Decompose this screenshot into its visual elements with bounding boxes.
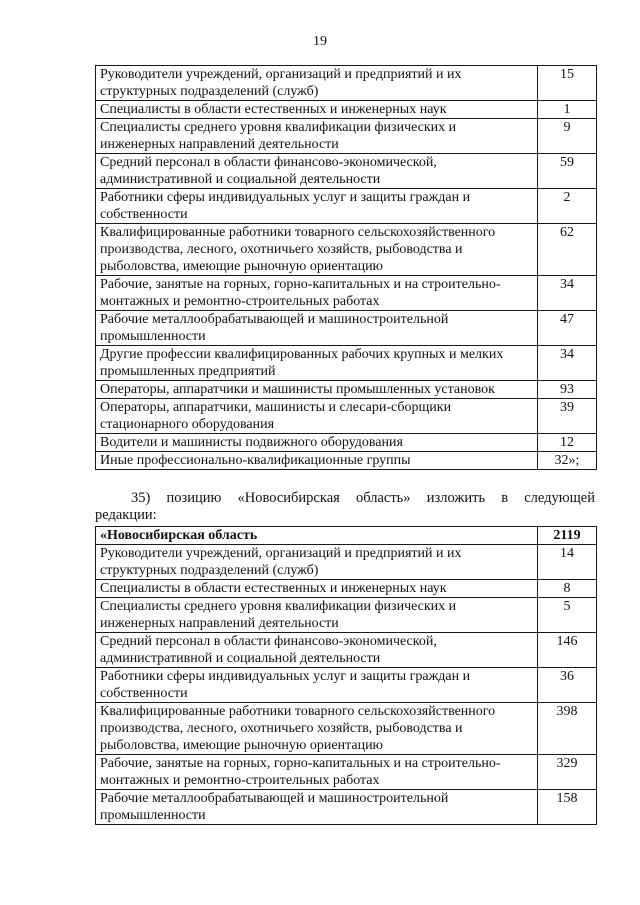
row-label: Операторы, аппаратчики и машинисты промышленных установок xyxy=(96,381,538,399)
table-row xyxy=(96,580,597,598)
row-value: 12 xyxy=(538,434,597,452)
table-row xyxy=(96,598,597,633)
paragraph-line-1 xyxy=(95,490,595,507)
occupation-table-1 xyxy=(95,65,597,470)
row-value: 62 xyxy=(538,224,597,276)
region-title: «Новосибирская область xyxy=(96,527,538,545)
row-label: Руководители учреждений, организаций и предприятий и их структурных подразделений (служб) xyxy=(96,545,538,580)
row-label: Специалисты в области естественных и инженерных наук xyxy=(96,101,538,119)
row-label: Квалифицированные работники товарного сельскохозяйственного производства, лесного, охотничьего хозяйств, рыбоводства и рыболовства, имеющие рыночную ориентацию xyxy=(96,703,538,755)
row-label: Средний персонал в области финансово-экономической, административной и социальной деятельности xyxy=(96,154,538,189)
table-row xyxy=(96,790,597,825)
row-value: 2 xyxy=(538,189,597,224)
row-value: 47 xyxy=(538,311,597,346)
row-value: 8 xyxy=(538,580,597,598)
table-1-body xyxy=(96,66,597,470)
row-label: Рабочие, занятые на горных, горно-капитальных и на строительно-монтажных и ремонтно-строительных работах xyxy=(96,755,538,790)
row-value: 9 xyxy=(538,119,597,154)
row-label: Работники сферы индивидуальных услуг и защиты граждан и собственности xyxy=(96,189,538,224)
table-row xyxy=(96,633,597,668)
row-label: Специалисты среднего уровня квалификации физических и инженерных направлений деятельности xyxy=(96,598,538,633)
table-row xyxy=(96,154,597,189)
table-row xyxy=(96,224,597,276)
region-total: 2119 xyxy=(538,527,597,545)
table-row xyxy=(96,381,597,399)
row-value: 329 xyxy=(538,755,597,790)
row-value: 36 xyxy=(538,668,597,703)
paragraph-line-1-text: 35) позицию «Новосибирская область» изложить в следующей xyxy=(131,490,595,506)
row-label: Специалисты среднего уровня квалификации физических и инженерных направлений деятельности xyxy=(96,119,538,154)
row-value: 5 xyxy=(538,598,597,633)
amendment-paragraph xyxy=(95,490,595,524)
row-value: 34 xyxy=(538,276,597,311)
row-value: 59 xyxy=(538,154,597,189)
row-value: 32»; xyxy=(538,452,597,470)
page-number: 19 xyxy=(313,34,327,49)
row-value: 39 xyxy=(538,399,597,434)
row-label: Рабочие, занятые на горных, горно-капитальных и на строительно-монтажных и ремонтно-строительных работах xyxy=(96,276,538,311)
table-row xyxy=(96,311,597,346)
row-value: 158 xyxy=(538,790,597,825)
table-2-body xyxy=(96,527,597,825)
table-row xyxy=(96,545,597,580)
row-label: Иные профессионально-квалификационные группы xyxy=(96,452,538,470)
table-row xyxy=(96,346,597,381)
row-label: Квалифицированные работники товарного сельскохозяйственного производства, лесного, охотничьего хозяйств, рыбоводства и рыболовства, имеющие рыночную ориентацию xyxy=(96,224,538,276)
row-label: Рабочие металлообрабатывающей и машиностроительной промышленности xyxy=(96,790,538,825)
table-row xyxy=(96,703,597,755)
row-value: 34 xyxy=(538,346,597,381)
row-value: 398 xyxy=(538,703,597,755)
table-row xyxy=(96,189,597,224)
row-label: Работники сферы индивидуальных услуг и защиты граждан и собственности xyxy=(96,668,538,703)
table-row xyxy=(96,668,597,703)
occupation-table-2 xyxy=(95,526,597,825)
row-label: Специалисты в области естественных и инженерных наук xyxy=(96,580,538,598)
row-value: 14 xyxy=(538,545,597,580)
table-row xyxy=(96,101,597,119)
row-label: Средний персонал в области финансово-экономической, административной и социальной деятельности xyxy=(96,633,538,668)
row-label: Операторы, аппаратчики, машинисты и слесари-сборщики стационарного оборудования xyxy=(96,399,538,434)
table-row xyxy=(96,434,597,452)
row-value: 93 xyxy=(538,381,597,399)
paragraph-line-2: редакции: xyxy=(95,507,157,523)
row-label: Водители и машинисты подвижного оборудования xyxy=(96,434,538,452)
table-row xyxy=(96,66,597,101)
table-row xyxy=(96,399,597,434)
table-row xyxy=(96,276,597,311)
row-value: 146 xyxy=(538,633,597,668)
row-label: Рабочие металлообрабатывающей и машиностроительной промышленности xyxy=(96,311,538,346)
row-label: Руководители учреждений, организаций и предприятий и их структурных подразделений (служб) xyxy=(96,66,538,101)
table-row xyxy=(96,755,597,790)
table-header-row xyxy=(96,527,597,545)
row-label: Другие профессии квалифицированных рабочих крупных и мелких промышленных предприятий xyxy=(96,346,538,381)
row-value: 15 xyxy=(538,66,597,101)
table-row xyxy=(96,452,597,470)
table-row xyxy=(96,119,597,154)
row-value: 1 xyxy=(538,101,597,119)
